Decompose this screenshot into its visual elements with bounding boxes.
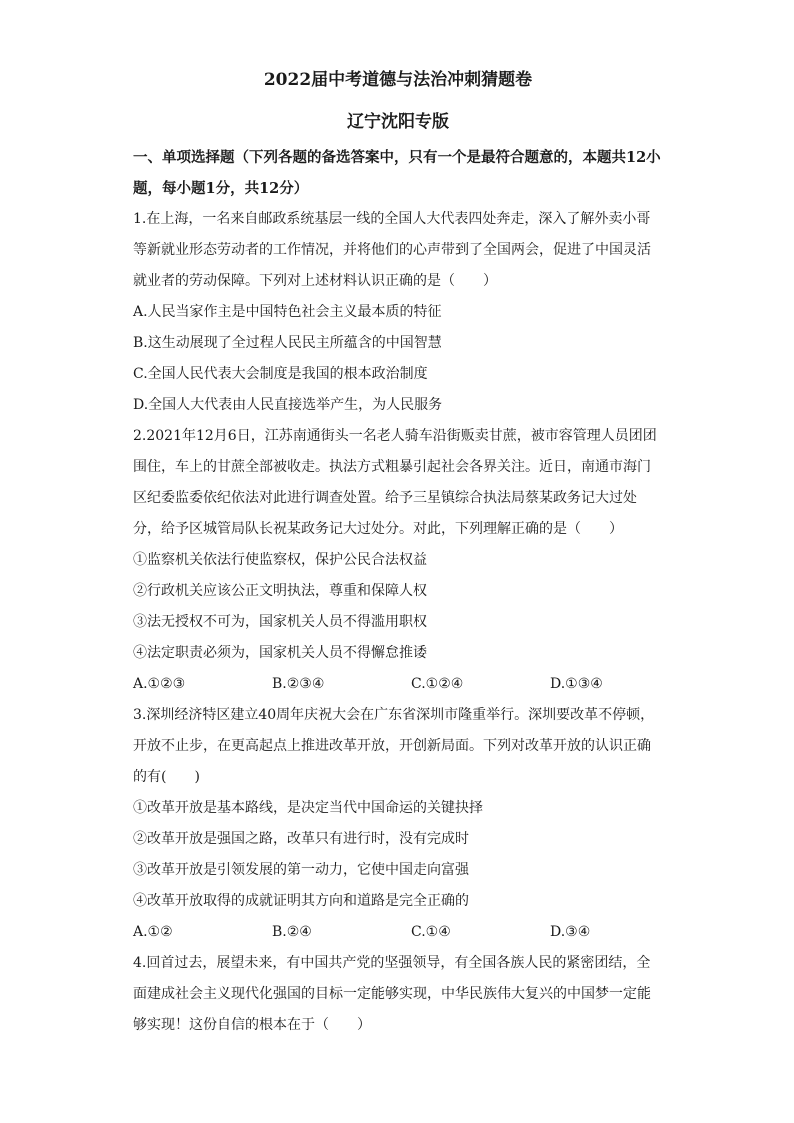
statement-3: ③法无授权不可为，国家机关人员不得滥用职权 — [133, 614, 427, 630]
question-stem-line: 面建成社会主义现代化强国的目标一定能够实现，中华民族伟大复兴的中国梦一定能 — [133, 986, 651, 1002]
section-heading — [133, 142, 663, 204]
option-b: B.这生动展现了全过程人民民主所蕴含的中国智慧 — [133, 335, 442, 351]
option-c: C.①④ — [411, 924, 451, 940]
option-a: A.人民当家作主是中国特色社会主义最本质的特征 — [133, 304, 442, 320]
statement-4: ④改革开放取得的成就证明其方向和道路是完全正确的 — [133, 893, 469, 909]
question-stem-line: 就业者的劳动保障。下列对上述材料认识正确的是（ ） — [133, 273, 497, 289]
option-a: A.①② — [133, 924, 173, 940]
option-b: B.②③④ — [272, 676, 325, 692]
question-stem-line: 围住，车上的甘蔗全部被收走。执法方式粗暴引起社会各界关注。近日，南通市海门 — [133, 459, 651, 475]
option-c: C.全国人民代表大会制度是我国的根本政治制度 — [133, 366, 428, 382]
statement-2: ②行政机关应该公正文明执法，尊重和保障人权 — [133, 583, 427, 599]
question-3 — [133, 700, 663, 948]
option-c: C.①②④ — [411, 676, 464, 692]
question-stem-line: 3.深圳经济特区建立40周年庆祝大会在广东省深圳市隆重举行。深圳要改革不停顿， — [133, 707, 655, 723]
options-row — [133, 669, 663, 700]
question-2 — [133, 421, 663, 700]
statement-4: ④法定职责必须为，国家机关人员不得懈怠推诿 — [133, 645, 427, 661]
section-heading-line: 一、单项选择题（下列各题的备选答案中，只有一个是最符合题意的，本题共12小 — [133, 149, 661, 166]
options-row — [133, 917, 663, 948]
option-a: A.①②③ — [133, 676, 186, 692]
exam-title: 2022届中考道德与法治冲刺猜题卷 — [263, 70, 533, 90]
question-stem-line: 开放不止步，在更高起点上推进改革开放，开创新局面。下列对改革开放的认识正确 — [133, 738, 651, 754]
question-4 — [133, 948, 663, 1041]
statement-3: ③改革开放是引领发展的第一动力，它使中国走向富强 — [133, 862, 469, 878]
option-d: D.①③④ — [550, 676, 603, 692]
question-stem-line: 分，给予区城管局队长祝某政务记大过处分。对此，下列理解正确的是（ ） — [133, 521, 623, 537]
statement-1: ①改革开放是基本路线，是决定当代中国命运的关键抉择 — [133, 800, 483, 816]
section-heading-line: 题，每小题1分，共12分） — [133, 180, 309, 197]
statement-1: ①监察机关依法行使监察权，保护公民合法权益 — [133, 552, 427, 568]
statement-2: ②改革开放是强国之路，改革只有进行时，没有完成时 — [133, 831, 469, 847]
option-d: D.全国人大代表由人民直接选举产生，为人民服务 — [133, 397, 443, 413]
question-stem-line: 1.在上海，一名来自邮政系统基层一线的全国人大代表四处奔走，深入了解外卖小哥 — [133, 211, 651, 227]
question-1 — [133, 204, 663, 421]
question-stem-line: 4.回首过去，展望未来，有中国共产党的坚强领导，有全国各族人民的紧密团结，全 — [133, 955, 651, 971]
option-b: B.②④ — [272, 924, 312, 940]
exam-page — [133, 66, 663, 1041]
question-stem-line: 的有( ) — [133, 769, 200, 785]
exam-subtitle: 辽宁沈阳专版 — [347, 112, 449, 132]
question-stem-line: 区纪委监委依纪依法对此进行调查处置。给予三星镇综合执法局蔡某政务记大过处 — [133, 490, 637, 506]
question-stem-line: 等新就业形态劳动者的工作情况，并将他们的心声带到了全国两会，促进了中国灵活 — [133, 242, 651, 258]
question-stem-line: 够实现！这份自信的根本在于（ ） — [133, 1017, 371, 1033]
question-stem-line: 2.2021年12月6日，江苏南通街头一名老人骑车沿街贩卖甘蔗，被市容管理人员团团 — [133, 428, 657, 444]
option-d: D.③④ — [550, 924, 591, 940]
